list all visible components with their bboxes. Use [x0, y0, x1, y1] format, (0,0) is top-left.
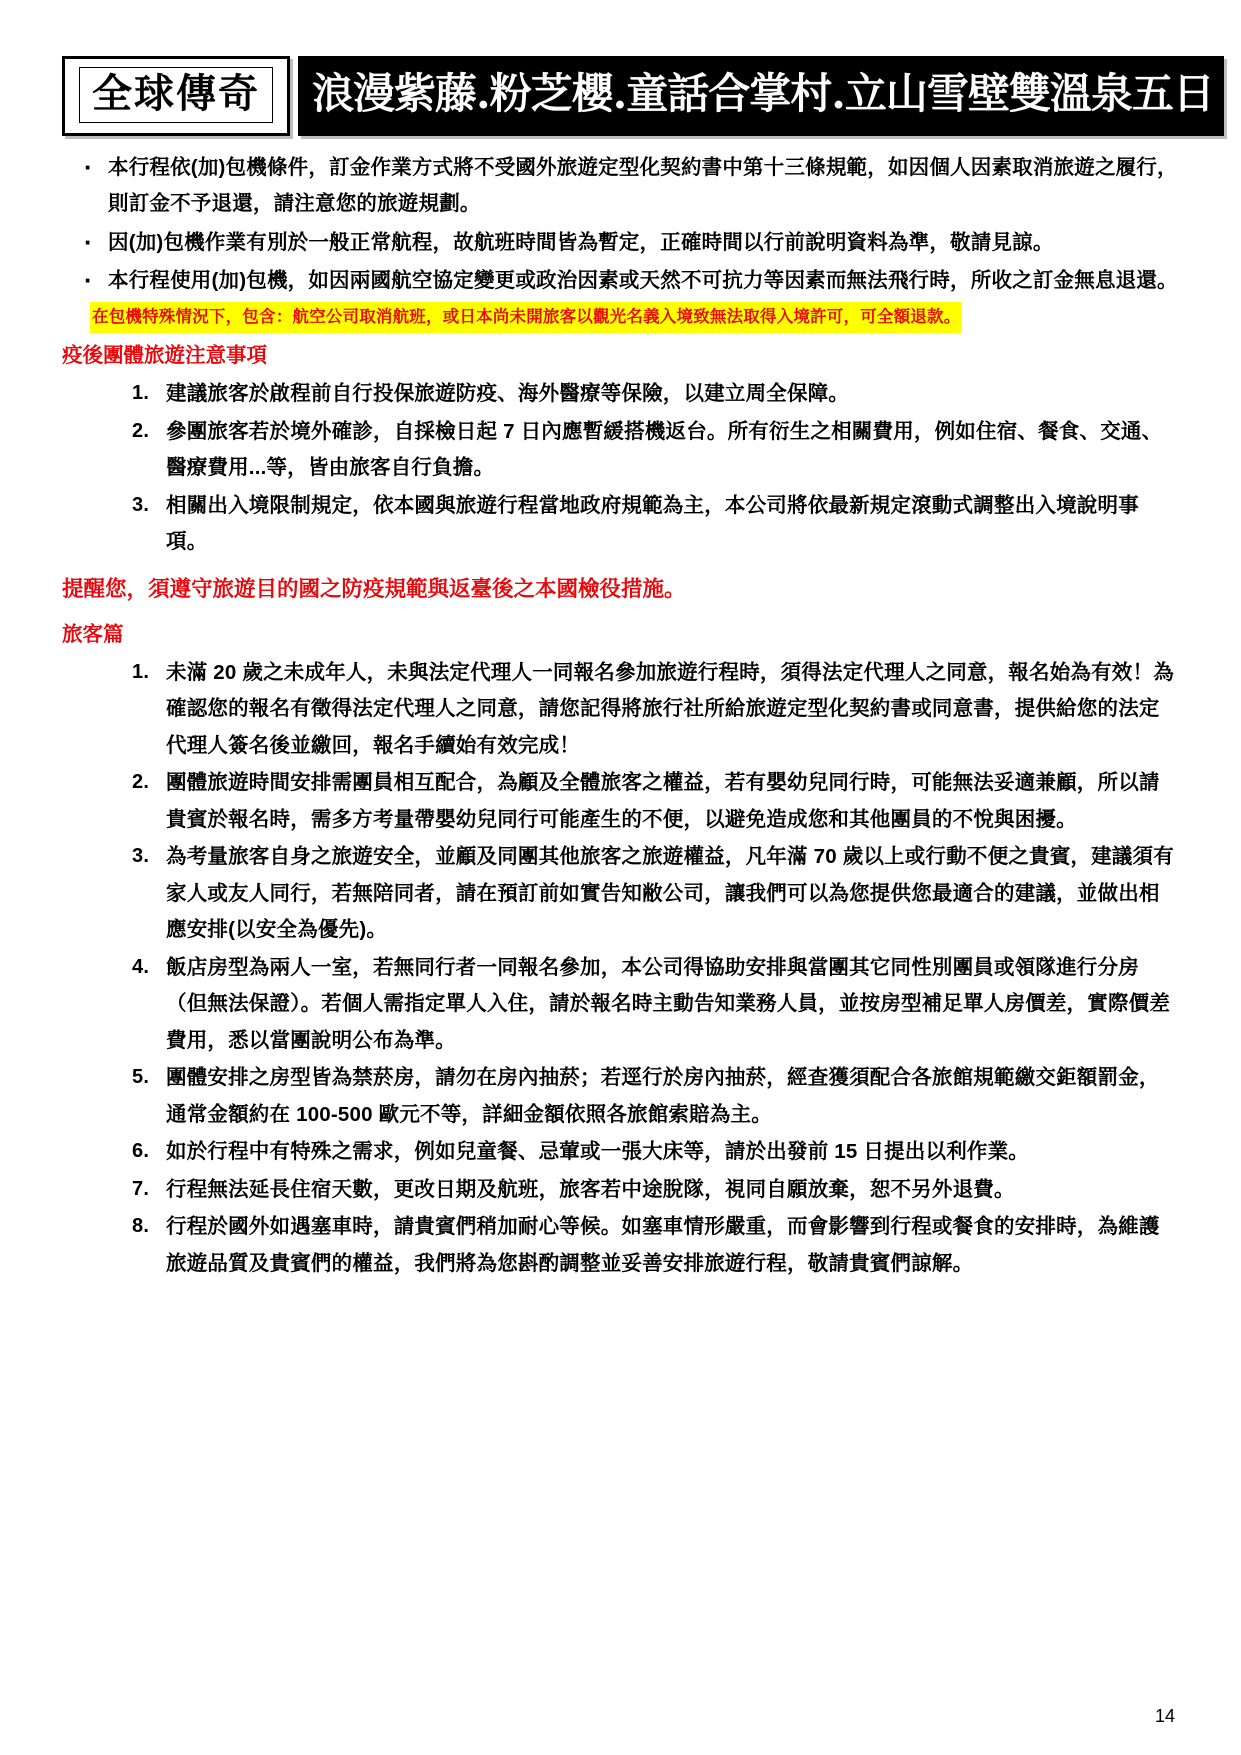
tour-title-bar [298, 56, 1224, 136]
tour-title: 浪漫紫藤.粉芝櫻.童話合掌村.立山雪壁雙溫泉五日 [312, 68, 1214, 118]
title-banner [62, 56, 1214, 136]
charter-note-text: 本行程依(加)包機條件，訂金作業方式將不受國外旅遊定型化契約書中第十三條規範，如因個人因素取消旅遊之履行，則訂金不予退還，請注意您的旅遊規劃。 [108, 156, 1178, 216]
traveler-note-text: 飯店房型為兩人一室，若無同行者一同報名參加，本公司得協助安排與當團其它同性別團員或領隊進行分房（但無法保證）。若個人需指定單人入住，請於報名時主動告知業務人員，並按房型補足單人房價差，實際價差費用，悉以當團說明公布為準。 [166, 955, 1171, 1052]
list-item [132, 839, 1179, 948]
charter-note-text: 因(加)包機作業有別於一般正常航程，故航班時間皆為暫定，正確時間以行前說明資料為準，敬請見諒。 [108, 230, 1054, 254]
list-item [62, 263, 1179, 299]
post-epidemic-heading: 疫後團體旅遊注意事項 [62, 344, 267, 368]
list-item [132, 414, 1179, 487]
list-item [132, 655, 1179, 764]
charter-notes-list [62, 150, 1179, 300]
list-item [132, 1134, 1179, 1170]
list-item [62, 225, 1179, 261]
post-epidemic-item-text: 相關出入境限制規定，依本國與旅遊行程當地政府規範為主，本公司將依最新規定滾動式調整出入境說明事項。 [166, 493, 1139, 554]
charter-note-text: 本行程使用(加)包機，如因兩國航空協定變更或政治因素或天然不可抗力等因素而無法飛行時，所收之訂金無息退還。 [108, 269, 1178, 293]
brand-badge-label: 全球傳奇 [79, 67, 273, 123]
traveler-note-text: 為考量旅客自身之旅遊安全，並顧及同團其他旅客之旅遊權益，凡年滿 70 歲以上或行動不便之貴賓，建議須有家人或友人同行，若無陪同者，請在預訂前如實告知敝公司，讓我們可以為您提供您最適合的建議，並做出相應安排(以安全為優先)。 [166, 845, 1174, 942]
highlight-note-wrap [62, 302, 1179, 333]
traveler-note-text: 行程無法延長住宿天數，更改日期及航班，旅客若中途脫隊，視同自願放棄，恕不另外退費。 [166, 1177, 1015, 1201]
post-epidemic-item-text: 建議旅客於啟程前自行投保旅遊防疫、海外醫療等保險，以建立周全保障。 [166, 382, 850, 406]
traveler-notes-list [62, 655, 1179, 1282]
brand-badge [62, 56, 290, 136]
list-item [132, 1209, 1179, 1282]
page-number: 14 [1154, 1706, 1175, 1726]
post-epidemic-list [62, 376, 1179, 560]
list-item [132, 488, 1179, 561]
list-item [132, 1172, 1179, 1208]
highlight-note: 在包機特殊情況下，包含：航空公司取消航班，或日本尚未開旅客以觀光名義入境致無法取得入境許可，可全額退款。 [90, 302, 962, 333]
traveler-note-text: 未滿 20 歲之未成年人，未與法定代理人一同報名參加旅遊行程時，須得法定代理人之同意，報名始為有效！為確認您的報名有徵得法定代理人之同意，請您記得將旅行社所給旅遊定型化契約書或同意書，提供給您的法定代理人簽名後並繳回，報名手續始有效完成！ [166, 660, 1174, 757]
list-item [132, 950, 1179, 1059]
post-epidemic-item-text: 參團旅客若於境外確診，自採檢日起 7 日內應暫緩搭機返台。所有衍生之相關費用，例如住宿、餐食、交通、醫療費用...等，皆由旅客自行負擔。 [166, 419, 1163, 480]
list-item [132, 765, 1179, 838]
list-item [62, 150, 1179, 223]
traveler-section-heading: 旅客篇 [62, 622, 124, 646]
traveler-note-text: 行程於國外如遇塞車時，請貴賓們稍加耐心等候。如塞車情形嚴重，而會影響到行程或餐食的安排時，為維護旅遊品質及貴賓們的權益，我們將為您斟酌調整並妥善安排旅遊行程，敬請貴賓們諒解。 [166, 1215, 1160, 1275]
traveler-note-text: 如於行程中有特殊之需求，例如兒童餐、忌葷或一張大床等，請於出發前 15 日提出以利作業。 [166, 1140, 1029, 1164]
traveler-note-text: 團體旅遊時間安排需團員相互配合，為顧及全體旅客之權益，若有嬰幼兒同行時，可能無法妥適兼顧，所以請貴賓於報名時，需多方考量帶嬰幼兒同行可能產生的不便，以避免造成您和其他團員的不悅與困擾。 [166, 771, 1160, 831]
epidemic-reminder: 提醒您，須遵守旅遊目的國之防疫規範與返臺後之本國檢役措施。 [62, 576, 686, 601]
traveler-note-text: 團體安排之房型皆為禁菸房，請勿在房內抽菸；若逕行於房內抽菸，經查獲須配合各旅館規範繳交鉅額罰金，通常金額約在 100-500 歐元不等，詳細金額依照各旅館索賠為主。 [166, 1066, 1160, 1126]
list-item [132, 376, 1179, 412]
list-item [132, 1060, 1179, 1133]
